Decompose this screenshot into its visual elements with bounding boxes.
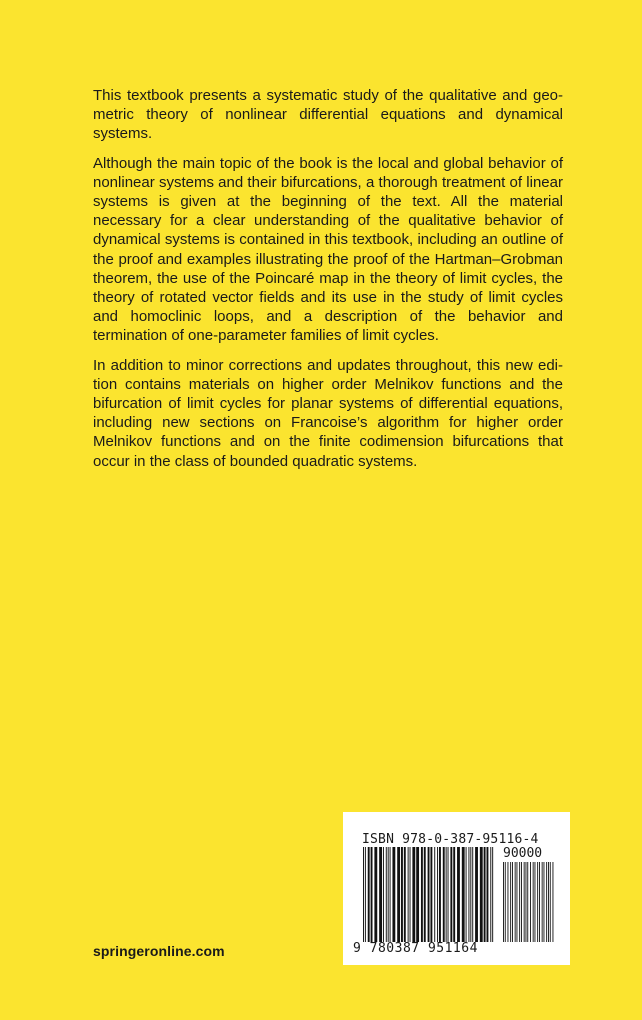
barcode-bar: [401, 847, 403, 942]
barcode-bar: [443, 847, 445, 942]
barcode-bar: [484, 847, 486, 942]
publisher-website: springeronline.com: [93, 943, 225, 959]
barcode-bar: [379, 847, 382, 942]
barcode-bar: [526, 862, 527, 942]
barcode-bar: [428, 847, 430, 942]
barcode-bar: [475, 847, 478, 942]
barcode-bar: [383, 847, 384, 942]
description-paragraph-3: In addition to minor corrections and updates throughout, this new edition contains materials on higher order Melnikov functions and the bifurcation of limit cycles for planar systems of differential equations, including new sections on Francoise’s algorithm for higher order Melnikov functions and on the finite codimension bifurcations that occur in the class of bounded quadratic systems.: [93, 356, 563, 470]
barcode-bar: [397, 847, 400, 942]
barcode-bar: [437, 847, 438, 942]
barcode-bar: [515, 862, 516, 942]
barcode-bar: [539, 862, 540, 942]
barcode-bar: [408, 847, 409, 942]
barcode-bar: [505, 862, 506, 942]
barcode-bar: [510, 862, 511, 942]
isbn-label: ISBN 978-0-387-95116-4: [362, 832, 539, 847]
barcode-bar: [446, 847, 447, 942]
barcode-bar: [386, 847, 387, 942]
barcode-bar: [462, 847, 465, 942]
barcode-bar: [424, 847, 426, 942]
barcode-bar: [365, 847, 366, 942]
addon-barcode: [503, 862, 555, 942]
barcode-bar: [492, 847, 493, 942]
barcode-bar: [535, 862, 536, 942]
barcode-bar: [448, 847, 449, 942]
barcode-bar: [546, 862, 547, 942]
barcode-bar: [519, 862, 520, 942]
barcode-bar: [421, 847, 423, 942]
barcode-bar: [508, 862, 509, 942]
description-paragraph-1: This textbook presents a systematic study of the qualitative and geometric theory of nonlinear differential equations and dynamical systems.: [93, 87, 563, 143]
barcode-bar: [503, 862, 504, 942]
book-description: [93, 86, 563, 481]
barcode-bar: [550, 862, 551, 942]
barcode-bar: [450, 847, 452, 942]
barcode-bar: [533, 862, 534, 942]
barcode-bar: [388, 847, 389, 942]
barcode-bar: [363, 847, 364, 942]
barcode-bar: [480, 847, 483, 942]
barcode-bar: [457, 847, 460, 942]
barcode-bar: [553, 862, 554, 942]
price-addon-number: 90000: [503, 846, 543, 861]
barcode-bar: [530, 862, 531, 942]
barcode-bar: [524, 862, 525, 942]
barcode-bar: [404, 847, 406, 942]
ean-number: 9 780387 951164: [353, 941, 478, 956]
barcode-bar: [537, 862, 538, 942]
barcode-bar: [430, 847, 432, 942]
barcode-bar: [527, 862, 528, 942]
barcode-bar: [412, 847, 415, 942]
barcode-panel: [343, 812, 570, 965]
barcode-bar: [487, 847, 489, 942]
barcode-bar: [512, 862, 513, 942]
barcode-bar: [468, 847, 469, 942]
barcode-bar: [434, 847, 435, 942]
barcode-bar: [548, 862, 549, 942]
ean13-barcode: [363, 847, 495, 942]
barcode-bar: [392, 847, 395, 942]
barcode-bar: [466, 847, 467, 942]
description-paragraph-2: Although the main topic of the book is the local and global behavior of nonlinear systems and their bifurcations, a thorough treatment of linear systems is given at the beginning of the text. All the material necessary for a clear understanding of the qualitative behavior of dynamical systems is contained in this textbook, including an outline of the proof and examples illustrating the proof of the Hartman–Grobman theorem, the use of the Poincaré map in the theory of limit cycles, the theory of rotated vector fields and its use in the study of limit cycles and homoclinic loops, and a description of the behavior and termination of one-parameter families of limit cycles.: [93, 154, 563, 345]
barcode-bar: [439, 847, 441, 942]
barcode-bar: [490, 847, 491, 942]
barcode-bar: [472, 847, 473, 942]
barcode-bar: [410, 847, 411, 942]
barcode-bar: [371, 847, 373, 942]
barcode-bar: [416, 847, 419, 942]
barcode-bar: [521, 862, 522, 942]
barcode-bar: [374, 847, 377, 942]
barcode-bar: [390, 847, 391, 942]
barcode-bar: [517, 862, 518, 942]
barcode-bar: [470, 847, 471, 942]
barcode-bar: [453, 847, 455, 942]
barcode-bar: [542, 862, 543, 942]
barcode-bar: [544, 862, 545, 942]
barcode-bar: [368, 847, 370, 942]
